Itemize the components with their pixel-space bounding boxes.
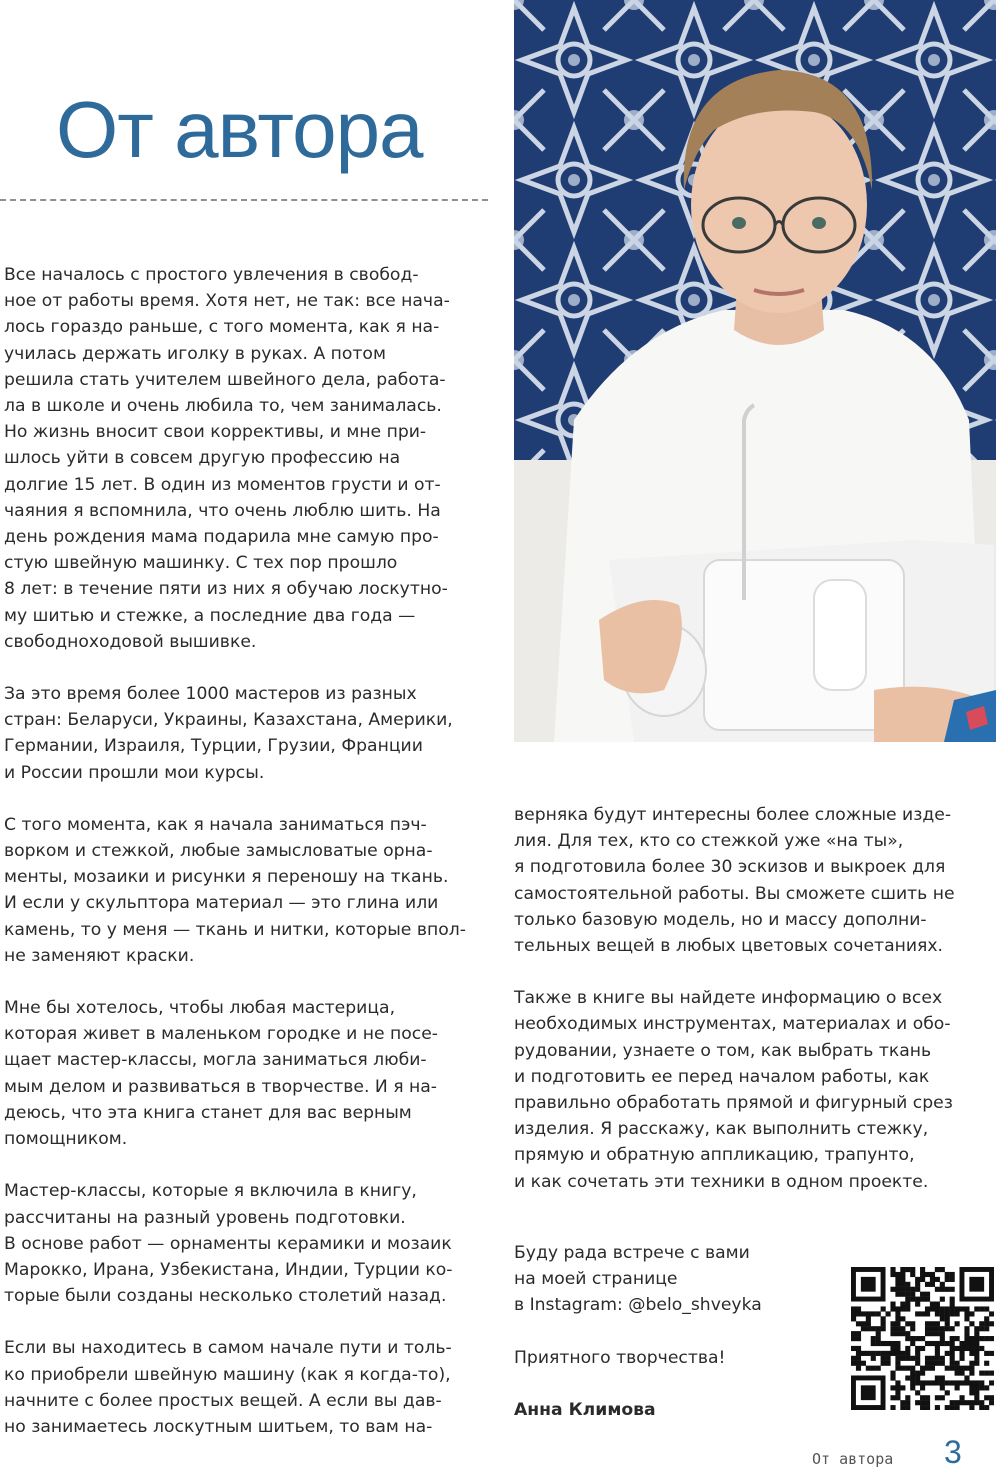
paragraph: С того момента, как я начала заниматься пэч- ворком и стежкой, любые замысловатые орна- менты, мозаики и рисунки я переношу на ткань. И если у скульптора материал — это глина или камень, то у меня — ткань и нитки, которые впол- не заменяют краски. <box>4 814 466 966</box>
right-text-column <box>514 802 996 1221</box>
paragraph: Мастер-классы, которые я включила в книгу, рассчитаны на разный уровень подготовки. В основе работ — орнаменты керамики и мозаик Марокко, Ирана, Узбекистана, Индии, Турции ко- торые были созданы несколько столетий назад. <box>4 1181 453 1307</box>
qr-code <box>851 1267 994 1410</box>
instagram-invite: Буду рада встрече с вами на моей странице в Instagram: @belo_shveyka <box>514 1243 762 1316</box>
author-photo <box>514 0 996 742</box>
left-text-column <box>4 262 496 1466</box>
closing-wish: Приятного творчества! <box>514 1347 726 1368</box>
signoff-block <box>514 1240 834 1449</box>
paragraph: верняка будут интересны более сложные изде- лия. Для тех, кто со стежкой уже «на ты», я подготовила более 30 эскизов и выкроек для самостоятельной работы. Вы сможете сшить не только базовую модель, но и массу дополни- тельных вещей в любых цветовых сочетаниях. <box>514 805 955 957</box>
page-title: От автора <box>56 85 423 174</box>
running-footer-section: От автора <box>812 1450 894 1468</box>
title-divider <box>0 199 488 201</box>
paragraph: Если вы находитесь в самом начале пути и толь- ко приобрели швейную машину (как я когда-то), начните с более простых вещей. А если вы дав- но занимаетесь лоскутным шитьем, то вам на- <box>4 1338 452 1437</box>
paragraph: Также в книге вы найдете информацию о всех необходимых инструментах, материалах и обо- рудовании, узнаете о том, как выбрать ткань и подготовить ее перед началом работы, как правильно обработать прямой и фигурный срез изделия. Я расскажу, как выполнить стежку, прямую и обратную аппликацию, трапунто, и как сочетать эти техники в одном проекте. <box>514 988 953 1192</box>
page-number: 3 <box>944 1434 962 1470</box>
author-name: Анна Климова <box>514 1399 656 1420</box>
paragraph: Все началось с простого увлечения в свобод- ное от работы время. Хотя нет, не так: все нача- лось гораздо раньше, с того момента, как я на- училась держать иголку в руках. А потом решила стать учителем швейного дела, работа- ла в школе и очень любила то, чем занималась. Но жизнь вносит свои коррективы, и мне при- шлось уйти в совсем другую профессию на долгие 15 лет. В один из моментов грусти и от- чаяния я вспомнила, что очень люблю шить. На день рождения мама подарила мне самую про- стую швейную машинку. С тех пор прошло 8 лет: в течение пяти из них я обучаю лоскутно- му шитью и стежке, а последние два года — свободноходовой вышивке. <box>4 265 450 652</box>
paragraph: За это время более 1000 мастеров из разных стран: Беларуси, Украины, Казахстана, Америки, Германии, Израиля, Турции, Грузии, Франции и России прошли мои курсы. <box>4 684 453 783</box>
paragraph: Мне бы хотелось, чтобы любая мастерица, которая живет в маленьком городке и не посе- щает мастер-классы, могла заниматься люби- мым делом и развиваться в творчестве. И я на- деюсь, что эта книга станет для вас верным помощником. <box>4 998 439 1150</box>
